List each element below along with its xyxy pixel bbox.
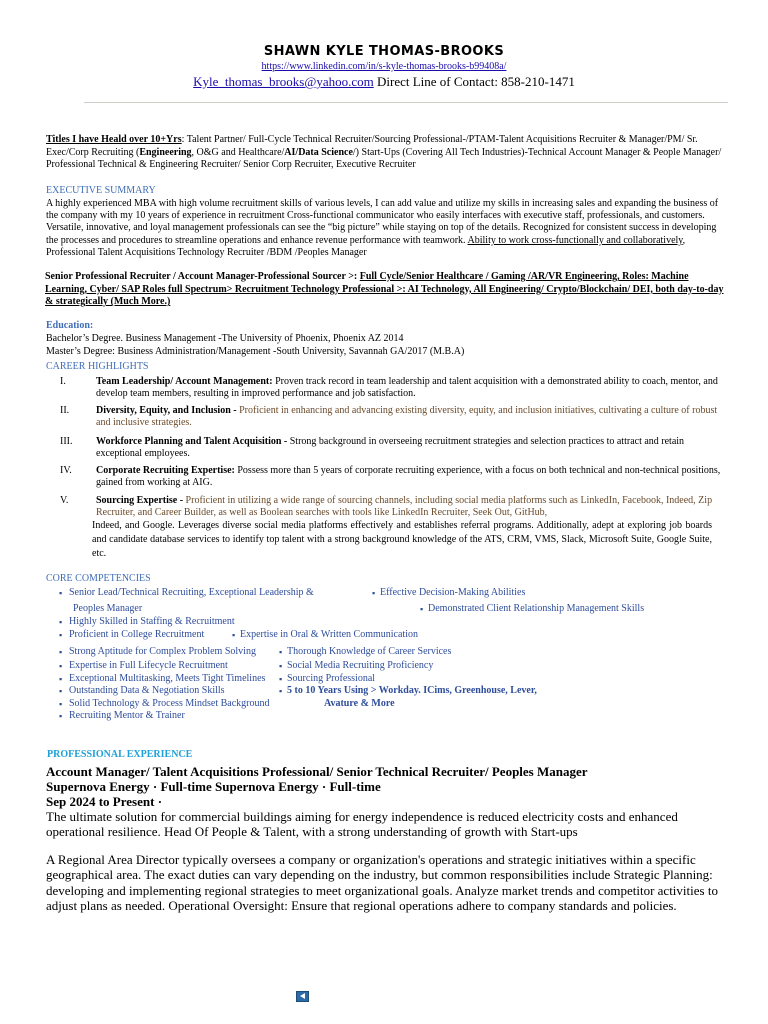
competency-item: Social Media Recruiting Proficiency xyxy=(287,660,434,671)
competency-item: Exceptional Multitasking, Meets Tight Timelines xyxy=(69,673,266,684)
competency-item: Highly Skilled in Staffing & Recruitment xyxy=(69,616,235,627)
contact-phone: Direct Line of Contact: 858-210-1471 xyxy=(377,74,575,89)
bullet-icon: ▪ xyxy=(279,647,283,657)
bullet-icon: ▪ xyxy=(59,686,63,696)
highlight-text: Strong background in overseeing recruitment strategies and selection practices to attract and retain exceptional employees. xyxy=(96,436,685,459)
contact-line xyxy=(0,74,768,90)
titles-bold: Engineering xyxy=(139,146,192,158)
education-list xyxy=(46,333,726,358)
header-divider xyxy=(84,102,728,103)
titles-text: , O&G and Healthcare/ xyxy=(191,146,285,158)
bullet-icon: ▪ xyxy=(279,686,283,696)
competency-item: Expertise in Full Lifecycle Recruitment xyxy=(69,660,228,671)
bullet-icon: ▪ xyxy=(232,630,236,640)
bullet-icon: ▪ xyxy=(59,661,63,671)
highlight-title: Diversity, Equity, and Inclusion - xyxy=(96,405,237,416)
summary-underlined: Ability to work cross-functionally and collaboratively xyxy=(467,234,683,246)
education-heading: Education: xyxy=(46,320,94,331)
highlight-title: Team Leadership/ Account Management: xyxy=(96,376,273,387)
bullet-icon: ▪ xyxy=(420,604,424,614)
competency-item: Solid Technology & Process Mindset Background xyxy=(69,698,270,709)
competency-item: Demonstrated Client Relationship Management Skills xyxy=(428,603,645,614)
bullet-icon: ▪ xyxy=(59,711,63,721)
job-description: The ultimate solution for commercial buildings aiming for energy independence is reduced electricity costs and enhanced operational resilience. Head Of People & Talent, with a strong understanding of growth with Start-ups xyxy=(46,809,678,839)
competency-item: Outstanding Data & Negotiation Skills xyxy=(69,685,225,696)
degree-master: Master’s Degree: Business Administration/Management -South University, Savannah GA/2017 (M.B.A) xyxy=(46,345,465,357)
job-description: A Regional Area Director typically oversees a company or organization's operations and strategic initiatives within a specific geographical area. The exact duties can vary depending on the industry, but common responsibilities include Strategic Planning: developing and implementing regional strategies to meet organizational goals. Analyze market trends and competitor activities to adjust plans as needed. Operational Oversight: Ensure that regional operations adhere to company standards and policies. xyxy=(46,852,718,914)
competency-item: Expertise in Oral & Written Communication xyxy=(240,629,418,640)
titles-text: /) Start-Ups (Covering All Tech Industries)-Technical Account Manager & People Manager/ Professional Technical & Engineering Recruiter/ Senior Corp Recruiter, Executive Recruiter xyxy=(46,146,722,171)
competency-item: 5 to 10 Years Using > Workday. ICims, Greenhouse, Lever, xyxy=(287,685,537,696)
summary-text: A highly experienced MBA with high volume recruitment skills of various levels, I can add value and utilize my skills in increasing sales and expanding the business of the company with my 10 years of experience in recruitment Cross-functional communicator who easily interfaces with executive staff, professionals, and customers. Versatile, innovative, and loyal management professionals can see the “big picture” while staying on top of the details. Recognized for consistent success in developing the processes and procedures to streamline operations and enhance revenue performance with teamwork. xyxy=(46,198,719,246)
bullet-icon: ▪ xyxy=(279,661,283,671)
highlight-title: Sourcing Expertise - xyxy=(96,495,184,506)
executive-summary xyxy=(46,198,726,259)
linkedin-link[interactable]: https://www.linkedin.com/in/s-kyle-thomas-brooks-b99408a/ xyxy=(261,61,507,72)
competency-item: Effective Decision-Making Abilities xyxy=(380,587,526,598)
competency-item: Thorough Knowledge of Career Services xyxy=(287,646,452,657)
bullet-icon: ▪ xyxy=(279,674,283,684)
highlight-number: IV. xyxy=(60,465,72,476)
competency-item: Peoples Manager xyxy=(73,603,143,614)
senior-recruiter-summary xyxy=(45,271,725,309)
bullet-icon: ▪ xyxy=(372,588,376,598)
summary-tail: , Professional Talent Acquisitions Technology Recruiter /BDM /Peoples Manager xyxy=(46,234,686,258)
bullet-icon: ▪ xyxy=(59,630,63,640)
highlight-text: Proficient in utilizing a wide range of sourcing channels, including social media platforms such as LinkedIn, Facebook, Indeed, Zip Recruiter, and Career Builder, as well as Boolean searches with tools like LinkedIn Recruiter, Seek Out, GitHub, xyxy=(96,495,713,518)
bullet-icon: ▪ xyxy=(59,588,63,598)
bullet-icon: ▪ xyxy=(59,617,63,627)
highlight-number: III. xyxy=(60,436,73,447)
core-competencies-heading: CORE COMPETENCIES xyxy=(46,573,151,584)
senior-lead: Senior Professional Recruiter / Account Manager-Professional Sourcer >: xyxy=(45,271,360,282)
highlight-text: Proficient in enhancing and advancing existing diversity, equity, and inclusion initiatives, cultivating a culture of robust and inclusive strategies. xyxy=(96,405,718,428)
competency-item: Sourcing Professional xyxy=(287,673,376,684)
titles-text: : Talent Partner/ Full-Cycle Technical Recruiter/Sourcing Professional-/PTAM-Talent Acquisitions Recruiter & Manager/PM/ Sr. Exec/Corp Recruiting ( xyxy=(46,134,698,158)
email-link[interactable]: Kyle_thomas_brooks@yahoo.com xyxy=(193,74,374,89)
bullet-icon: ▪ xyxy=(59,674,63,684)
highlight-title: Workforce Planning and Talent Acquisition - xyxy=(96,436,288,447)
job-company: Supernova Energy · Full-time Supernova Energy · Full-time xyxy=(46,779,381,794)
candidate-name: SHAWN KYLE THOMAS-BROOKS xyxy=(263,44,505,59)
job-dates: Sep 2024 to Present · xyxy=(46,794,163,809)
back-arrow-icon[interactable] xyxy=(296,991,309,1002)
bullet-icon: ▪ xyxy=(59,699,63,709)
highlight-continuation: Indeed, and Google. Leverages diverse social media platforms effectively and establishes referral programs. Additionally, adept at exploring job boards and candidate database services to identify top talent with a strong background knowledge of the ATS, CRM, VMS, Slack, Microsoft Suite, Google Suite, etc. xyxy=(92,520,712,559)
highlight-text: Proven track record in team leadership and talent acquisition with a demonstrated ability to coach, mentor, and develop team members, resulting in improved performance and job satisfaction. xyxy=(96,376,718,399)
competency-item: Avature & More xyxy=(324,698,395,709)
titles-bold: AI/Data Science xyxy=(284,146,353,158)
titles-held xyxy=(46,134,726,172)
career-highlights-heading: CAREER HIGHLIGHTS xyxy=(46,361,149,372)
competency-item: Proficient in College Recruitment xyxy=(69,629,205,640)
job-header xyxy=(46,764,588,809)
degree-bachelor: Bachelor’s Degree. Business Management -The University of Phoenix, Phoenix AZ 2014 xyxy=(46,333,404,344)
highlight-number: I. xyxy=(60,376,66,387)
senior-specialties: Full Cycle/Senior Healthcare / Gaming /AR/VR Engineering, Roles: Machine Learning, Cyber/ SAP Roles full Spectrum> Recruitment Technology Professional >: AI Technology, All Engineering/ Crypto/Blockchain/ DEI, both day-to-day & strategically (Much More.) xyxy=(45,271,724,308)
competency-item: Recruiting Mentor & Trainer xyxy=(69,710,185,721)
highlight-title: Corporate Recruiting Expertise: xyxy=(96,465,235,476)
competency-item: Senior Lead/Technical Recruiting, Exceptional Leadership & xyxy=(69,587,314,598)
competency-item: Strong Aptitude for Complex Problem Solving xyxy=(69,646,256,657)
executive-summary-heading: EXECUTIVE SUMMARY xyxy=(46,185,156,196)
professional-experience-heading: PROFESSIONAL EXPERIENCE xyxy=(47,749,193,760)
highlight-text: Possess more than 5 years of corporate recruiting experience, with a focus on both technical and non-technical positions, gained from working at AIG. xyxy=(96,465,721,488)
highlight-number: II. xyxy=(60,405,70,416)
titles-label: Titles I have Heald over 10+Yrs xyxy=(46,134,182,145)
linkedin-url xyxy=(0,61,768,72)
job-title: Account Manager/ Talent Acquisitions Professional/ Senior Technical Recruiter/ Peoples Manager xyxy=(46,764,588,779)
bullet-icon: ▪ xyxy=(59,647,63,657)
highlight-number: V. xyxy=(60,495,69,506)
